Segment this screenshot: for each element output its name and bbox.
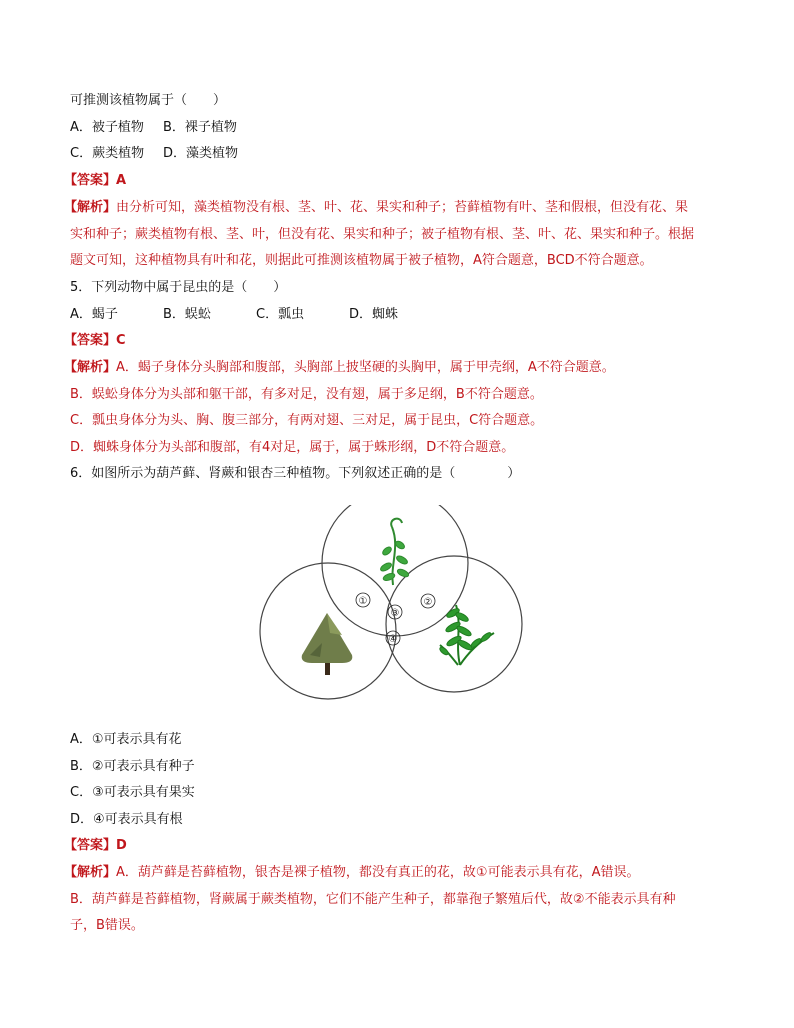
venn-diagram (250, 505, 540, 705)
moss-icon (379, 519, 409, 585)
q6-analysis-line-3: 子，B错误。 (70, 918, 144, 933)
q4-analysis-tag: 【解析】 (64, 200, 117, 215)
q5-analysis-tag: 【解析】 (64, 360, 117, 375)
q4-answer-value: A (116, 173, 127, 188)
region-label-2: ② (423, 597, 433, 608)
q4-answer-tag: 【答案】 (64, 173, 117, 188)
q5-analysis-line-4: D．蜘蛛身体分为头部和腹部，有4对足，属于，属于蛛形纲，D不符合题意。 (70, 440, 515, 455)
region-label-4: ④ (388, 634, 398, 645)
q6-analysis-line-2: B．葫芦藓是苔藓植物，肾蕨属于蕨类植物，它们不能产生种子，都靠孢子繁殖后代，故②不能表示具有种 (70, 892, 676, 907)
q5-option-a: A．蝎子 (70, 307, 118, 322)
q6-option-d: D．④可表示具有根 (70, 812, 183, 827)
q4-option-c: C．蕨类植物 (70, 146, 145, 161)
q5-option-b: B．蜈蚣 (163, 307, 211, 322)
q4-answer (64, 173, 127, 189)
q4-stem: 可推测该植物属于（ ） (70, 93, 227, 108)
q4-options-row-2 (70, 146, 238, 162)
q4-option-a: A．被子植物 (70, 120, 144, 135)
q5-stem: 5．下列动物中属于昆虫的是（ ） (70, 280, 287, 295)
q6-option-c: C．③可表示具有果实 (70, 785, 195, 800)
q6-analysis-text-1: A．葫芦藓是苔藓植物，银杏是裸子植物，都没有真正的花，故①可能表示具有花，A错误。 (116, 865, 640, 880)
q5-analysis-text-1: A．蝎子身体分头胸部和腹部，头胸部上披坚硬的头胸甲，属于甲壳纲，A不符合题意。 (116, 360, 615, 375)
q6-answer (64, 838, 127, 854)
q6-analysis-line-1 (64, 865, 640, 881)
q4-analysis-text-1: 由分析可知，藻类植物没有根、茎、叶、花、果实和种子；苔藓植物有叶、茎和假根，但没有花、果 (116, 200, 689, 215)
q5-option-c: C．瓢虫 (256, 307, 305, 322)
q4-option-b: B．裸子植物 (163, 120, 237, 135)
q6-option-b: B．②可表示具有种子 (70, 759, 195, 774)
q6-option-a: A．①可表示具有花 (70, 732, 182, 747)
q6-analysis-tag: 【解析】 (64, 865, 117, 880)
region-label-3: ③ (390, 608, 400, 619)
q4-option-d: D．藻类植物 (163, 146, 239, 161)
q4-analysis-line-3: 题文可知，这种植物具有叶和花，则据此可推测该植物属于被子植物，A符合题意，BCD不符合题意。 (70, 253, 653, 268)
q4-analysis-line-1 (64, 200, 689, 216)
q5-options-row (70, 307, 398, 323)
region-label-1: ① (358, 596, 368, 607)
q6-answer-tag: 【答案】 (64, 838, 117, 853)
tree-icon (302, 613, 353, 675)
q4-analysis-line-2: 实和种子；蕨类植物有根、茎、叶，但没有花、果实和种子；被子植物有根、茎、叶、花、果实和种子。根据 (70, 227, 695, 242)
q4-options-row-1 (70, 120, 237, 136)
q5-analysis-line-2: B．蜈蚣身体分为头部和躯干部，有多对足，没有翅，属于多足纲，B不符合题意。 (70, 387, 543, 402)
q5-analysis-line-1 (64, 360, 615, 376)
q5-option-d: D．蜘蛛 (349, 307, 399, 322)
q6-answer-value: D (116, 838, 127, 853)
q5-answer-value: C (116, 333, 126, 348)
q5-answer (64, 333, 126, 349)
q5-answer-tag: 【答案】 (64, 333, 117, 348)
fern-icon (439, 605, 494, 665)
q5-analysis-line-3: C．瓢虫身体分为头、胸、腹三部分，有两对翅、三对足，属于昆虫，C符合题意。 (70, 413, 544, 428)
q6-stem: 6．如图所示为葫芦藓、肾蕨和银杏三种植物。下列叙述正确的是（ ） (70, 466, 521, 481)
